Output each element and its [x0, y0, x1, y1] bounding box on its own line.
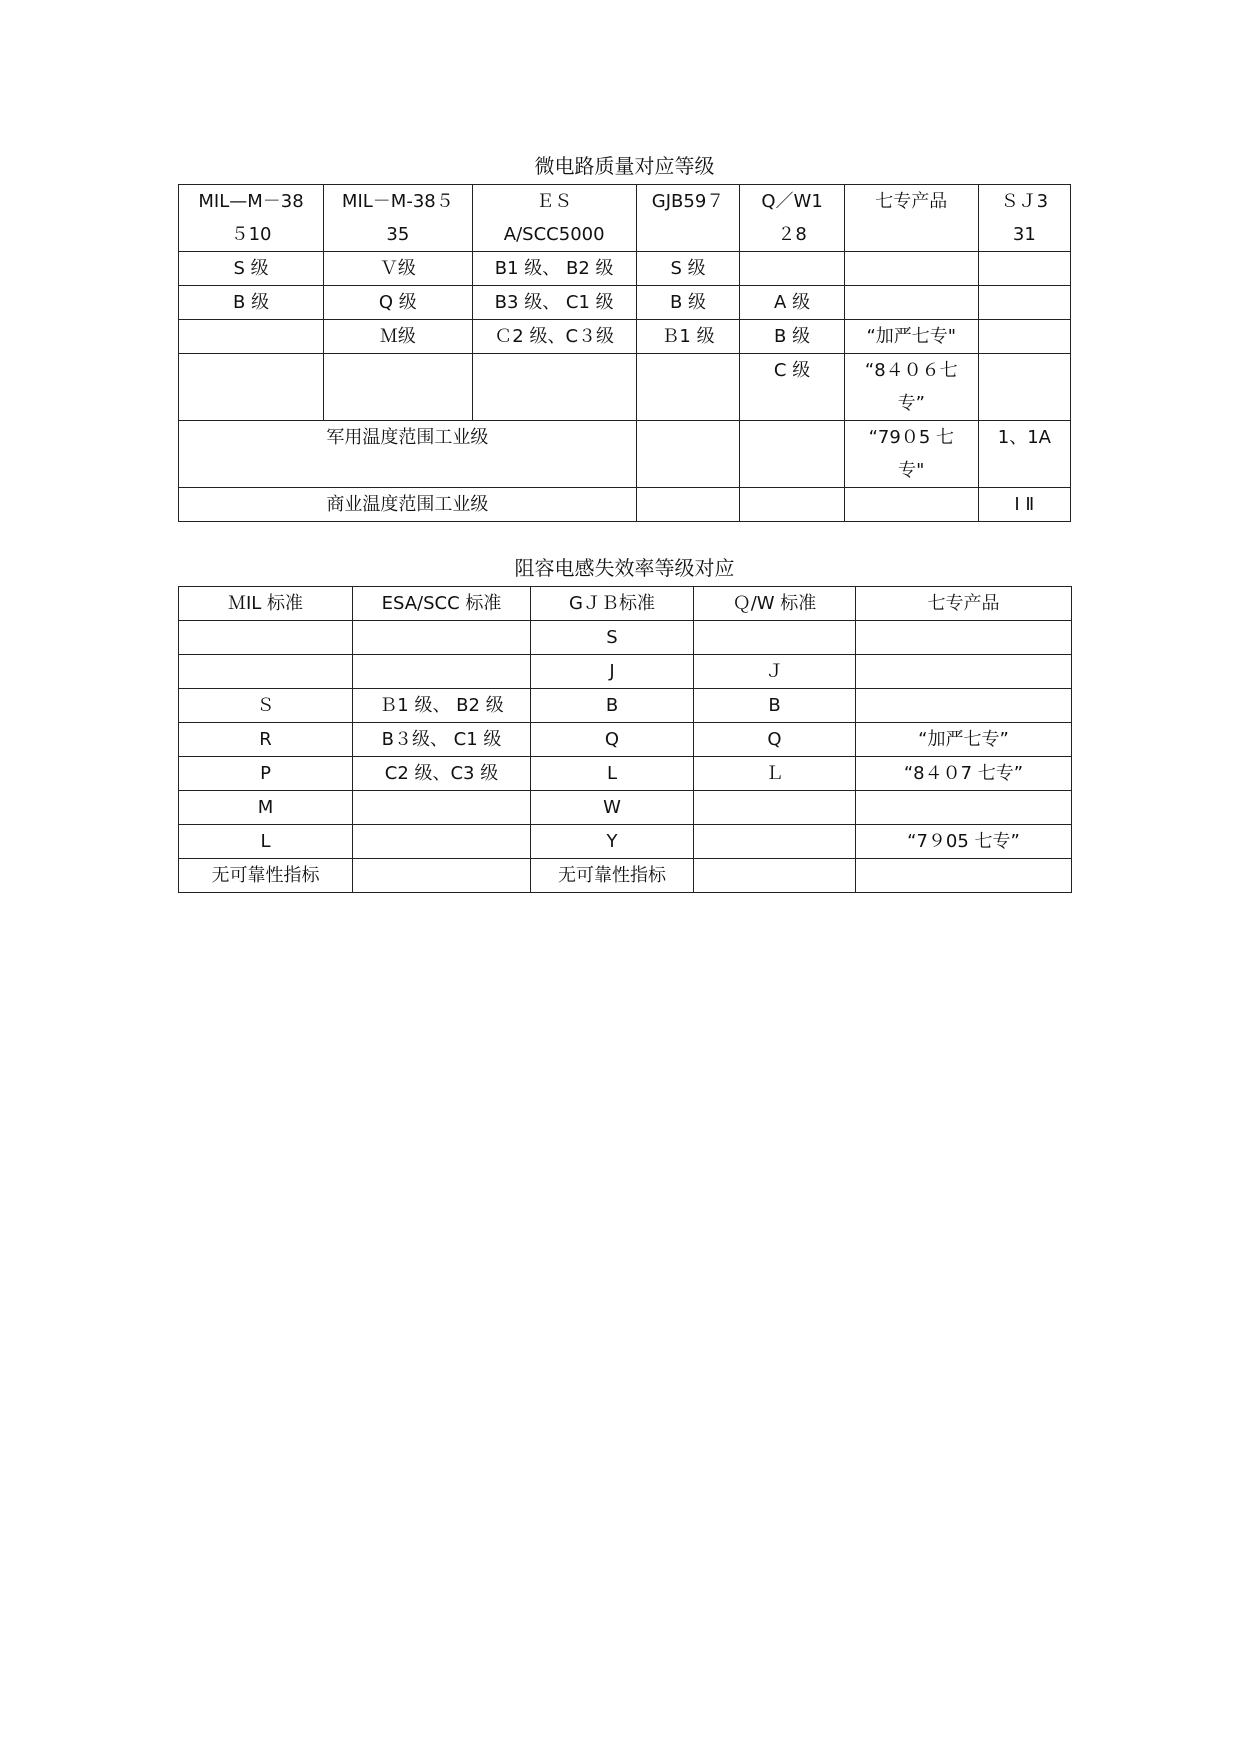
- table-cell: [179, 354, 324, 421]
- table-cell: Ｃ2 级、C３级: [472, 320, 636, 354]
- table-cell: B 级: [636, 286, 739, 320]
- table-cell: S 级: [636, 252, 739, 286]
- table-cell: W: [531, 791, 694, 825]
- table-cell: [856, 621, 1072, 655]
- table-cell: B 级: [740, 320, 845, 354]
- header-cell: ＳＪ3 31: [978, 185, 1070, 252]
- table-cell: Q: [531, 723, 694, 757]
- table-cell: [844, 488, 978, 522]
- header-cell: Q／W1 ２8: [740, 185, 845, 252]
- table-cell: [179, 655, 353, 689]
- table-cell: Ｂ1 级: [636, 320, 739, 354]
- table-cell: C2 级、C3 级: [353, 757, 531, 791]
- table-cell: B: [531, 689, 694, 723]
- table-cell: M: [179, 791, 353, 825]
- table-row: [179, 723, 1072, 757]
- table-cell: [978, 252, 1070, 286]
- table-cell: B 级: [179, 286, 324, 320]
- header-cell: GJB59７: [636, 185, 739, 252]
- table-cell: [353, 825, 531, 859]
- table-cell: “79０5 七 专": [844, 421, 978, 488]
- table-row: [179, 859, 1072, 893]
- table-cell: [353, 791, 531, 825]
- table-cell: [694, 621, 856, 655]
- table-cell: [740, 421, 845, 488]
- table-cell: [324, 354, 472, 421]
- table-cell: [636, 354, 739, 421]
- table-cell: Ｂ1 级、 B2 级: [353, 689, 531, 723]
- table-cell: Ｍ级: [324, 320, 472, 354]
- table-cell: B３级、 C1 级: [353, 723, 531, 757]
- table-cell: 1、1A: [978, 421, 1070, 488]
- table-cell: [353, 655, 531, 689]
- table-cell: [978, 286, 1070, 320]
- table-cell: [694, 791, 856, 825]
- table-cell: Ｌ: [694, 757, 856, 791]
- table-cell: Y: [531, 825, 694, 859]
- table-cell: L: [531, 757, 694, 791]
- table-cell: [636, 488, 739, 522]
- table-cell: [856, 689, 1072, 723]
- table-cell: A 级: [740, 286, 845, 320]
- table-cell: [856, 859, 1072, 893]
- table-cell: [978, 354, 1070, 421]
- table-cell: “7９05 七专”: [856, 825, 1072, 859]
- header-cell: GＪＢ标准: [531, 587, 694, 621]
- table-cell: [844, 252, 978, 286]
- table-cell: [740, 252, 845, 286]
- table-row: [179, 757, 1072, 791]
- table-cell: Q: [694, 723, 856, 757]
- table-cell: B1 级、 B2 级: [472, 252, 636, 286]
- table-cell: [740, 488, 845, 522]
- table-cell: [844, 286, 978, 320]
- table-cell: B3 级、 C1 级: [472, 286, 636, 320]
- table-cell: [179, 621, 353, 655]
- table-row: [179, 791, 1072, 825]
- table-cell: [694, 859, 856, 893]
- table-cell: 无可靠性指标: [531, 859, 694, 893]
- table-cell: [694, 825, 856, 859]
- military-temperature-row: [179, 421, 1071, 488]
- table-row: [179, 621, 1072, 655]
- table-cell: J: [531, 655, 694, 689]
- table-cell: P: [179, 757, 353, 791]
- table-cell: Q 级: [324, 286, 472, 320]
- header-cell: Ｑ/W 标准: [694, 587, 856, 621]
- table-row: [179, 689, 1072, 723]
- table-cell: [179, 320, 324, 354]
- table-cell: R: [179, 723, 353, 757]
- table-cell: [636, 421, 739, 488]
- header-cell: MIL－M-38５ 35: [324, 185, 472, 252]
- commercial-temperature-row: [179, 488, 1071, 522]
- table-cell: L: [179, 825, 353, 859]
- table-cell: C 级: [740, 354, 845, 421]
- header-cell: 七专产品: [844, 185, 978, 252]
- table-header-row: [179, 185, 1071, 252]
- table-row: [179, 354, 1071, 421]
- table-cell: [472, 354, 636, 421]
- table-cell: [978, 320, 1070, 354]
- table-cell: [353, 859, 531, 893]
- table-cell: “8４０６七 专”: [844, 354, 978, 421]
- table-cell: [856, 791, 1072, 825]
- table-cell: S 级: [179, 252, 324, 286]
- table-row: [179, 252, 1071, 286]
- header-cell: MIL—M－38 ５10: [179, 185, 324, 252]
- table-row: [179, 320, 1071, 354]
- table-cell: S: [531, 621, 694, 655]
- table-cell: “加严七专": [844, 320, 978, 354]
- table1-caption: 微电路质量对应等级: [534, 154, 715, 178]
- table-cell: Ⅰ Ⅱ: [978, 488, 1070, 522]
- component-failure-rate-table: [178, 586, 1072, 893]
- header-cell: 七专产品: [856, 587, 1072, 621]
- header-cell: ESA/SCC 标准: [353, 587, 531, 621]
- table-cell: Ｓ: [179, 689, 353, 723]
- merged-label-cell: 军用温度范围工业级: [179, 421, 637, 488]
- table-cell: [856, 655, 1072, 689]
- table-cell: “加严七专”: [856, 723, 1072, 757]
- table-cell: “8４０7 七专”: [856, 757, 1072, 791]
- table-cell: Ｊ: [694, 655, 856, 689]
- table-row: [179, 655, 1072, 689]
- table-cell: B: [694, 689, 856, 723]
- table-header-row: [179, 587, 1072, 621]
- table-cell: [353, 621, 531, 655]
- header-cell: ＥＳ A/SCC5000: [472, 185, 636, 252]
- table-cell: Ｖ级: [324, 252, 472, 286]
- merged-label-cell: 商业温度范围工业级: [179, 488, 637, 522]
- table-cell: 无可靠性指标: [179, 859, 353, 893]
- table2-caption: 阻容电感失效率等级对应: [514, 556, 735, 580]
- table-row: [179, 286, 1071, 320]
- microcircuit-quality-table: [178, 184, 1071, 522]
- header-cell: ＭIL 标准: [179, 587, 353, 621]
- table-row: [179, 825, 1072, 859]
